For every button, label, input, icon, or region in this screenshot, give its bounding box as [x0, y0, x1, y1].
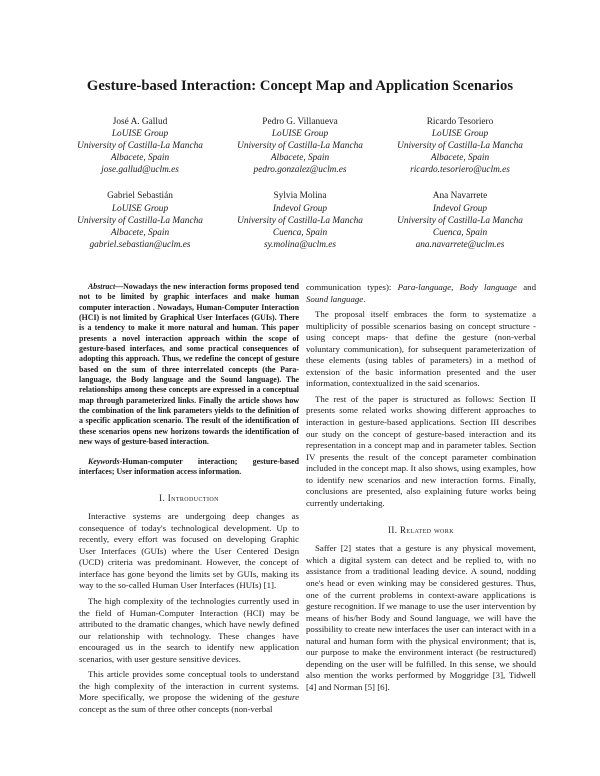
author-location: Albacete, Spain [270, 153, 330, 164]
keywords-text: -Human-computer interaction; gesture-based interfaces; User information access information. [79, 456, 299, 476]
author-institution: University of Castilla-La Mancha [77, 141, 203, 152]
author-group: Indevol Group [432, 203, 488, 214]
intro-paragraph-text: This article provides some conceptual tools to understand the high complexity of the interaction in current systems. More specifically, we propose the widening of the [79, 669, 299, 703]
author-group: LoUISE Group [271, 129, 329, 140]
author-card [380, 116, 540, 176]
author-email: sy.molina@uclm.es [263, 239, 337, 250]
intro-paragraph-tail: concept as the sum of three other concepts (non-verbal [79, 703, 273, 714]
author-location: Cuenca, Spain [272, 227, 328, 238]
intro-paragraph [79, 669, 299, 715]
intro-continuation [306, 282, 536, 305]
author-name: Ricardo Tesoriero [426, 117, 494, 127]
intro-italic-term: gesture [273, 692, 300, 703]
author-block [60, 116, 540, 251]
author-location: Cuenca, Spain [432, 227, 488, 238]
abstract-lead: Abstract [88, 282, 116, 291]
cont-italic-term: Para-language [397, 282, 452, 292]
cont-text: . [363, 293, 366, 304]
keywords-lead: Keywords [88, 456, 120, 466]
cont-italic-term: Body language [459, 282, 517, 292]
author-email: ricardo.tesoriero@uclm.es [410, 165, 510, 176]
abstract [79, 282, 299, 448]
author-card [220, 116, 380, 176]
cont-italic-term: Sound language [306, 293, 364, 304]
author-location: Albacete, Spain [110, 227, 170, 238]
author-institution: University of Castilla-La Mancha [237, 215, 363, 226]
author-institution: University of Castilla-La Mancha [397, 215, 523, 226]
cont-text: communication types): [306, 282, 398, 292]
author-card [60, 190, 220, 250]
author-institution: University of Castilla-La Mancha [77, 215, 203, 226]
author-name: Pedro G. Villanueva [262, 117, 338, 127]
author-group: LoUISE Group [111, 129, 169, 140]
section-heading-introduction: I. Introduction [159, 493, 219, 504]
author-email: ana.navarrete@uclm.es [415, 239, 505, 250]
author-card [220, 190, 380, 250]
abstract-text: —Nowadays the new interaction forms proposed tend not to be limited by graphic interfaces and make human computer interaction . Nowadays, Human-Computer Interaction (HCI) is not limited by Graphical User Interfaces (GUIs). There is a tendency to make it more natural and human. This paper presents a novel interaction approach within the scope of gesture-based interfaces, and some practical consequences of adopting this approach. Thus, we redefine the concept of gesture based on the sum of three interrelated concepts (the Para-language, the Body language and the Sound language). The relationships among these concepts are expressed in a conceptual map through parameterized links. Finally the article shows how the combination of the link parameters yields to the definition of a specific application scenario. The result of the identification of these scenarios opens new horizons towards the identification of new ways of gesture-based interaction. [79, 282, 299, 447]
intro-paragraph: The rest of the paper is structured as follows: Section II presents some related works showing different approaches to interaction in gesture-based applications. Section III describes our study on the concept of gesture-based interaction and its representation in a concept map and in parameter tables. Section IV presents the result of the concept parameter combination included in the concept map. It also shows, using examples, how to identify new scenarios and new interaction forms. Finally, conclusions are presented, also explaining future works being currently undertaking. [306, 393, 536, 508]
left-column [79, 282, 299, 715]
keywords [79, 457, 299, 478]
author-institution: University of Castilla-La Mancha [397, 141, 523, 152]
intro-paragraph: The high complexity of the technologies currently used in the field of Human-Computer Interaction (HCI) may be attributed to the dramatic changes, which have newly defined our relationship with technology. These changes have encouraged us in the search to identify new application scenarios, with user gesture sensitive devices. [79, 596, 299, 664]
related-work-paragraph: Saffer [2] states that a gesture is any physical movement, which a digital system can detect and be replied to, with no assistance from a traditional leading device. A sound, nodding one's head or even winking may be considered gestures. Thus, one of the current problems in context-aware applications is gesture recognition. If we manage to use the user intervention by means of his/her Body and Sound language, we will have the possibility to create new interfaces the user can interact with in a natural and human form with the physical environment; that is, our purpose to make the environment interact (be restructured) depending on the user will be fulfilled. In this sense, we should also mention the works performed by Moggridge [3], Tidwell [4] and Norman [5] [6]. [306, 543, 536, 692]
author-email: gabriel.sebastian@uclm.es [89, 239, 191, 250]
author-institution: University of Castilla-La Mancha [237, 141, 363, 152]
author-email: pedro.gonzalez@uclm.es [253, 165, 347, 176]
author-group: LoUISE Group [431, 129, 489, 140]
author-location: Albacete, Spain [110, 153, 170, 164]
author-group: Indevol Group [272, 203, 328, 214]
author-name: Sylvia Molina [273, 191, 327, 202]
author-card [60, 116, 220, 176]
right-column [306, 282, 536, 694]
author-name: Gabriel Sebastián [107, 191, 173, 202]
author-card [380, 190, 540, 250]
cont-text: , [451, 282, 460, 292]
author-email: jose.gallud@uclm.es [101, 165, 179, 176]
intro-paragraph: The proposal itself embraces the form to systematize a multiplicity of possible scenarios basing on concept structure -using concept maps- that define the gesture (non-verbal voluntary communication), for subsequent parameterization of these elements (using tables of parameters) in a method of extension of the basic information presented and the user information, contextualized in the said scenarios. [306, 309, 536, 389]
author-location: Albacete, Spain [430, 153, 490, 164]
author-group: LoUISE Group [111, 203, 169, 214]
cont-text: and [516, 282, 536, 292]
intro-paragraph: Interactive systems are undergoing deep changes as consequence of today's technological development. Up to recently, every effort was focused on developing Graphic User Interfaces (GUIs) where the User Centered Design (UCD) criteria was predominant. However, the concept of interface has gone beyond the limits set by GUIs, making its way to the so-called Human User Interfaces (HUIs) [1]. [79, 511, 299, 591]
author-name: Ana Navarrete [432, 191, 488, 202]
author-name: José A. Gallud [112, 117, 168, 127]
section-heading-related-work: II. Related work [388, 525, 454, 536]
paper-title: Gesture-based Interaction: Concept Map and Application Scenarios [86, 78, 514, 94]
